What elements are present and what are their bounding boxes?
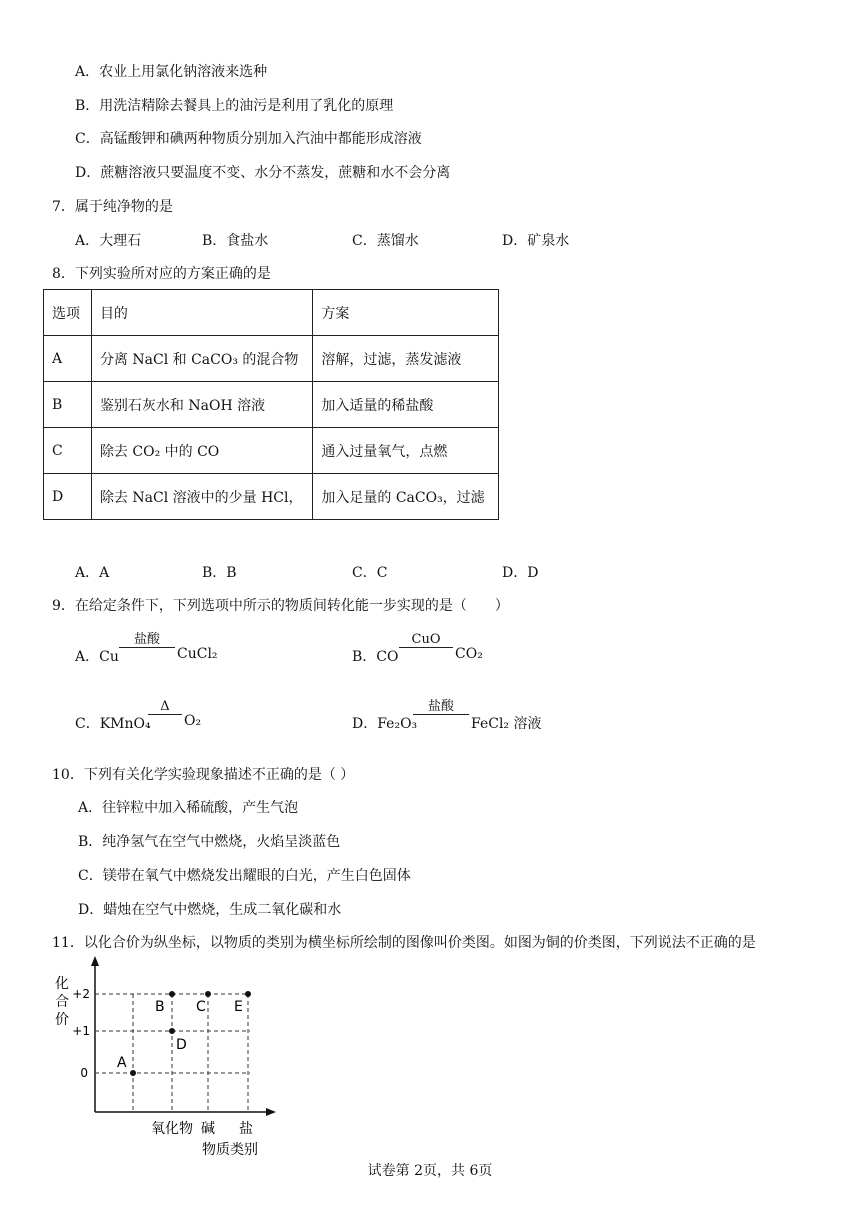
q8-option-b: B．B	[202, 565, 237, 581]
table-row	[44, 474, 499, 520]
table-header-cell: 方案	[313, 290, 499, 336]
table-row	[44, 428, 499, 474]
reactant: KMnO₄	[99, 716, 151, 732]
data-point-b	[169, 991, 175, 997]
table-header-cell: 目的	[91, 290, 312, 336]
grid	[95, 994, 250, 1112]
reaction-condition: Δ	[160, 699, 170, 714]
q8-option-d: D．D	[502, 565, 539, 581]
table-cell: 鉴别石灰水和 NaOH 溶液	[91, 382, 312, 428]
valence-class-diagram	[40, 950, 290, 1160]
product: CO₂	[455, 646, 483, 662]
table-cell: C	[44, 428, 92, 474]
reaction-condition: 盐酸	[133, 632, 160, 647]
x-axis-arrow-icon	[266, 1108, 276, 1116]
arrow-line	[413, 714, 469, 715]
reaction-arrow	[148, 700, 182, 715]
arrow-line	[399, 647, 453, 648]
q6-option-b: B．用洗洁精除去餐具上的油污是利用了乳化的原理	[75, 98, 394, 114]
q9-option-b	[352, 646, 399, 666]
q6-option-a: A．农业上用氯化钠溶液来选种	[75, 64, 268, 80]
table-cell: 除去 CO₂ 中的 CO	[91, 428, 312, 474]
experiment-table	[43, 289, 499, 520]
q10-stem: 10．下列有关化学实验现象描述不正确的是（ ）	[52, 767, 355, 783]
q7-option-b: B．食盐水	[202, 233, 269, 249]
data-point-label: A	[117, 1055, 127, 1071]
table-cell: 分离 NaCl 和 CaCO₃ 的混合物	[91, 336, 312, 382]
q9-option-a	[75, 646, 119, 666]
arrow-line	[148, 714, 182, 715]
q7-option-a: A．大理石	[75, 233, 142, 249]
x-tick-label: 碱	[201, 1121, 215, 1137]
x-tick-label: 盐	[239, 1121, 253, 1137]
table-cell: B	[44, 382, 92, 428]
data-point-d	[169, 1028, 175, 1034]
data-point-c	[205, 991, 211, 997]
q8-option-a: A．A	[75, 565, 110, 581]
reactant: Fe₂O₃	[377, 716, 418, 732]
q10-option-c: C．镁带在氧气中燃烧发出耀眼的白光，产生白色固体	[78, 868, 411, 884]
data-point-label: C	[196, 999, 206, 1015]
table-cell: D	[44, 474, 92, 520]
option-prefix: C．	[75, 716, 100, 732]
q7-stem: 7．属于纯净物的是	[52, 199, 173, 215]
reaction-condition: CuO	[411, 632, 441, 647]
table-cell: 溶解，过滤，蒸发滤液	[313, 336, 499, 382]
reaction-condition: 盐酸	[427, 699, 454, 714]
q10-option-a: A．往锌粒中加入稀硫酸，产生气泡	[78, 800, 299, 816]
x-axis-title: 物质类别	[202, 1142, 258, 1158]
data-points	[117, 991, 251, 1076]
product: O₂	[184, 713, 202, 729]
q6-option-c: C．高锰酸钾和碘两种物质分别加入汽油中都能形成溶液	[75, 131, 422, 147]
option-prefix: A．	[75, 649, 100, 665]
y-tick-label: +2	[72, 987, 90, 1001]
y-axis-title-char: 合	[55, 994, 69, 1010]
q8-option-c: C．C	[352, 565, 388, 581]
table-cell: 加入足量的 CaCO₃，过滤	[313, 474, 499, 520]
y-tick-label: +1	[72, 1024, 90, 1038]
y-tick-label: 0	[80, 1066, 88, 1080]
table-header-cell: 选项	[44, 290, 92, 336]
option-prefix: D．	[352, 716, 378, 732]
option-prefix: B．	[352, 649, 377, 665]
q9-option-d	[352, 713, 417, 733]
table-header-row	[44, 290, 499, 336]
data-point-label: D	[176, 1037, 187, 1053]
q11-stem: 11．以化合价为纵坐标，以物质的类别为横坐标所绘制的图像叫价类图。如图为铜的价类图，下列说法不正确的是	[52, 935, 756, 951]
reactant: Cu	[99, 649, 119, 665]
table-cell: 除去 NaCl 溶液中的少量 HCl，	[91, 474, 312, 520]
q7-option-c: C．蒸馏水	[352, 233, 419, 249]
arrow-line	[119, 647, 175, 648]
data-point-e	[245, 991, 251, 997]
x-tick-label: 氧化物	[151, 1121, 193, 1137]
reaction-arrow	[413, 700, 469, 715]
data-point-label: E	[234, 999, 243, 1015]
y-axis-arrow-icon	[91, 956, 99, 966]
table-cell: A	[44, 336, 92, 382]
y-axis-title-char: 化	[55, 976, 69, 992]
reactant: CO	[376, 649, 399, 665]
reaction-arrow	[399, 633, 453, 648]
page-footer: 试卷第 2页，共 6页	[367, 1163, 493, 1179]
q6-option-d: D．蔗糖溶液只要温度不变、水分不蒸发，蔗糖和水不会分离	[75, 165, 451, 181]
q9-option-c	[75, 713, 151, 733]
data-point-a	[130, 1070, 136, 1076]
q7-option-d: D．矿泉水	[502, 233, 570, 249]
q9-stem: 9．在给定条件下，下列选项中所示的物质间转化能一步实现的是（ ）	[52, 598, 509, 614]
data-point-label: B	[155, 999, 165, 1015]
reaction-arrow	[119, 633, 175, 648]
q8-stem: 8．下列实验所对应的方案正确的是	[52, 266, 271, 282]
q10-option-b: B．纯净氢气在空气中燃烧，火焰呈淡蓝色	[78, 834, 341, 850]
table-row	[44, 336, 499, 382]
y-axis-title-char: 价	[55, 1012, 69, 1028]
table-cell: 加入适量的稀盐酸	[313, 382, 499, 428]
product: FeCl₂ 溶液	[471, 716, 542, 732]
table-row	[44, 382, 499, 428]
table-cell: 通入过量氧气，点燃	[313, 428, 499, 474]
q10-option-d: D．蜡烛在空气中燃烧，生成二氧化碳和水	[78, 902, 342, 918]
product: CuCl₂	[177, 646, 218, 662]
